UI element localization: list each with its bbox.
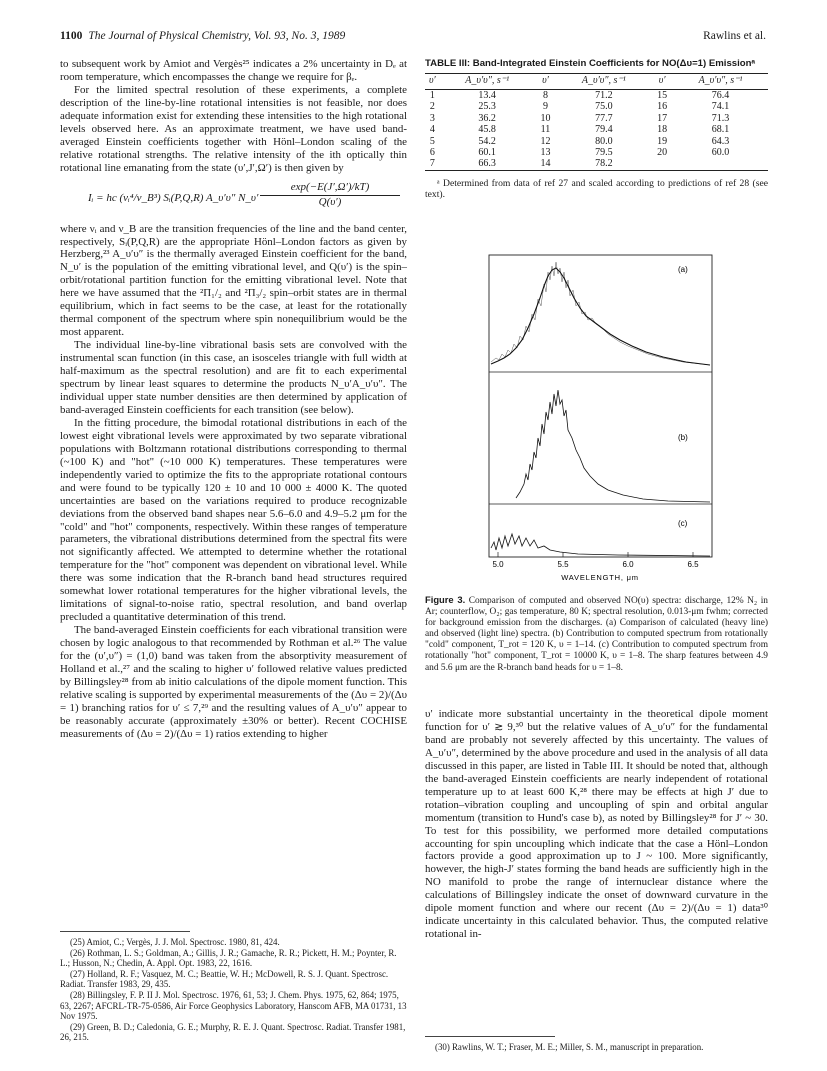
table-row [425,124,768,135]
x-tick-label: 6.0 [622,560,634,569]
spectrum-c-hot [491,534,710,556]
table-header-row [425,74,768,90]
left-column [60,58,407,741]
spectrum-b-cold [516,390,710,502]
paragraph: where νᵢ and ν_B are the transition frequencies of the line and the band center, respectively, Sᵢ(P,Q,R) are the appropriate Hönl–London factors as given by Herzberg,²³ A_υ′υ″ is the thermally averaged Einstein coefficient for the band, N_υ′ is the population of the emitting vibrational level, and Q(υ′) is the spin–orbit/rotational partition function for the emitting vibrational level. Note that here we have assumed that the ²Π₁/₂ and ²Π₃/₂ spin–orbit states are in thermal equilibrium, which in fact seems to be the case, at least for the rotationally thermal component of the spectrum where spin nonequilibrium would be the most apparent. [60,222,407,339]
paragraph: For the limited spectral resolution of these experiments, a complete description of the line-by-line rotational intensities is not feasible, nor does adequate information exist for extending these intensities to the high rotational levels observed here. As an approximate treatment, we have used band-averaged Einstein coefficients together with Hönl–London scaling of the relative rotational strengths. The relative intensity of the ith optically thin rotational line emanating from the state (υ′,J′,Ω′) is then given by [60,83,407,174]
table-cell: 25.3 [478,101,496,113]
table-row [425,158,768,170]
spectra-plot [488,254,713,584]
footnote-rule-right [425,1036,555,1037]
table-cell: 78.2 [556,158,651,170]
table-header: υ′ [651,74,673,90]
spectrum-a-calculated [491,268,710,365]
table-cell: 66.3 [440,158,535,170]
x-tick-label: 5.5 [557,560,569,569]
reference: (27) Holland, R. F.; Vasquez, M. C.; Beattie, W. H.; McDowell, R. S. J. Quant. Spectrosc. Radiat. Transfer 1983, 29, 435. [60,968,389,990]
table-cell: 80.0 [595,135,613,147]
header-left [60,30,345,42]
reference: (26) Rothman, L. S.; Goldman, A.; Gillis, J. R.; Gamache, R. R.; Pickett, H. M.; Poynter, R. L.; Husson, N.; Chedin, A. Appl. Opt. 1983, 22, 1616. [60,947,397,969]
reference: (28) Billingsley, F. P. II J. Mol. Spectrosc. 1976, 61, 53; J. Chem. Phys. 1975, 62, 864; 1975, 63, 2267; AFCRL-TR-75-0586, Air Force Geophysics Laboratory, Hanscom AFB, MA 01731, 13 Nov 1975. [60,989,407,1022]
reference: (29) Green, B. D.; Caledonia, G. E.; Murphy, R. E. J. Quant. Spectrosc. Radiat. Transfer 1981, 26, 215. [60,1021,406,1043]
panel-b-label: (b) [678,433,688,442]
journal-citation: The Journal of Physical Chemistry, Vol. 93, No. 3, 1989 [88,30,346,42]
table-cell: 8 [542,89,548,101]
right-column-top [425,58,768,201]
table-cell: 15 [657,89,668,101]
table-cell: 79.5 [595,146,613,158]
running-header [60,30,766,46]
table-cell: 71.3 [711,112,730,124]
table-cell: 7 [425,158,440,170]
table-cell: 76.4 [711,89,730,101]
equation-numerator: exp(−E(J′,Ω′)/kT) [260,181,400,196]
table-cell: 9 [542,101,548,113]
table-header: A_υ′υ″, s⁻¹ [440,74,535,90]
table-cell: 18 [657,124,668,136]
equation-denominator: Q(υ′) [318,195,342,208]
plot-frame [489,255,712,557]
table-cell: 13.4 [478,89,496,101]
x-tick-label: 6.5 [687,560,699,569]
table-cell: 60.0 [711,146,730,158]
paragraph: The band-averaged Einstein coefficients for each vibrational transition were chosen by logic analogous to that recommended by Rothman et al.²⁶ The value for the (υ′,υ″) = (1,0) band was taken from the absorptivity measurement of Holland et al.,²⁷ and the scaling to higher υ′ followed relative values predicted by Billingsley²⁸ from ab initio calculations of the dipole moment function. This relative scaling is supported by experimental measurements of the (Δυ = 2)/(Δυ = 1) branching ratios for υ′ ≤ 7,²⁹ and the resulting values of A_υ′υ″ appear to be reasonably accurate (approximately ±30% or better). Recent COCHISE measurements of (Δυ = 2)/(Δυ = 1) ratios extending to higher [60,624,407,740]
table-cell: 77.7 [595,112,613,124]
table-cell: 2 [429,101,435,113]
figure-caption [425,594,768,674]
references-right [425,1042,768,1053]
table-row [425,113,768,124]
paragraph: to subsequent work by Amiot and Vergès²⁵ indicates a 2% uncertainty in Dₑ at room temperature, which encompasses the change we require for βₑ. [60,58,407,83]
table-cell: 14 [535,158,557,170]
einstein-coefficient-table [425,73,768,171]
table-row [425,101,768,112]
x-tick-label: 5.0 [492,560,504,569]
table-cell: 12 [540,135,551,147]
table-cell: 4 [429,124,435,136]
panel-c-label: (c) [678,519,688,528]
table-cell: 68.1 [711,124,730,136]
paragraph: υ′ indicate more substantial uncertainty in the theoretical dipole moment function for υ′ ≳ 9,³⁰ but the relative values of A_υ′υ″ for the fundamental band are probably not severely affected by this uncertainty. The values of A_υ′υ″, determined by the above procedure and used in the analysis of all data discussed in this paper, are listed in Table III. It should be noted that, although the band-averaged Einstein coefficients are nearly independent of rotational temperature up to at least 600 K,²⁸ there may be effects at high J′ due to rotation–vibration coupling and uncoupling of spin and orbital angular momentum (transition to Hund's case b), as noted by Billingsley²⁸ for J′ ~ 30. To test for this possibility, we performed more detailed computations accounting for spin uncoupling which indicate that the case a Hönl–London factors provide a good approximation up to J ~ 100. More significantly, however, the high-J′ states forming the band heads are sufficiently high in the NO manifold to probe the range of internuclear distance where the calculations of Billingsley indicate the onset of downward curvature in the dipole moment function and where our recent (Δυ = 2)/(Δυ = 1) data³⁰ indicate uncertainty in this calculated behavior. Thus, the computed relative rotational in- [425,708,768,941]
table-cell: 71.2 [595,89,613,101]
table-cell: 1 [429,89,435,101]
footnote-rule-left [60,931,190,932]
right-column-body [425,708,768,941]
figure-3 [488,254,713,584]
table-cell: 11 [540,124,551,136]
page-number: 1100 [60,30,83,42]
table-header: υ′ [535,74,557,90]
table-cell [651,158,673,170]
table-cell: 6 [429,146,435,158]
spectrum-a-observed [491,262,710,365]
reference: (25) Amiot, C.; Vergès, J. J. Mol. Spectrosc. 1980, 81, 424. [70,937,280,947]
header-author: Rawlins et al. [703,30,766,42]
table-header: A_υ′υ″, s⁻¹ [673,74,768,90]
table-cell: 75.0 [595,101,613,113]
paragraph: The individual line-by-line vibrational basis sets are convolved with the instrumental scan function (in this case, an isosceles triangle with full width at half-maximum as the spectral resolution) and are fit to each experimental spectrum by linear least squares to determine the products N_υ′A_υ′υ″. The individual upper state number densities are then determined by application of band-averaged Einstein coefficients for each transition (see below). [60,339,407,416]
references-left [60,937,407,1043]
table-cell: 10 [540,112,551,124]
table-cell: 19 [657,135,668,147]
table-row [425,89,768,101]
equation-fraction [260,181,400,209]
equation-lhs: Iᵢ = hc (νᵢ⁴/ν_B³) Sᵢ(P,Q,R) A_υ′υ″ N_υ′ [88,191,259,204]
table-cell: 17 [657,112,668,124]
table-cell: 54.2 [478,135,496,147]
table-header: A_υ′υ″, s⁻¹ [556,74,651,90]
paragraph: In the fitting procedure, the bimodal rotational distributions in each of the lowest eight vibrational levels were approximated by two separate vibrational populations with Boltzmann rotational distributions corresponding to thermal (~100 K) and "hot" (~10 000 K) temperatures. These temperatures were independently varied to optimize the fits to the appropriate rotational contours and were found to be typically 120 ± 10 and 10 000 ± 4000 K. The quoted uncertainties are based on the variations required to produce recognizable deviations from the observed band shapes near 5.6–6.0 and 4.9–5.2 μm for the "cold" and "hot" components, respectively. Within these ranges of temperature parameters, the vibrational distributions determined from the spectral fits were not significantly affected. We attempted to determine whether the rotational temperature for the "hot" component was dependent on vibrational level. While there was some indication that the R-branch band head structures required somewhat lower rotational temperatures for the higher vibrational levels, the limitations of signal-to-noise ratio, spectral resolution, and band overlap precluded a quantitative determination of this trend. [60,416,407,624]
table-caption: TABLE III: Band-Integrated Einstein Coefficients for NO(Δυ=1) Emissionᵃ [425,58,756,69]
table-cell: 60.1 [478,146,496,158]
table-cell: 16 [657,101,668,113]
table-cell: 36.2 [478,112,496,124]
figure-caption-text: Comparison of computed and observed NO(υ) spectra: discharge, 12% N₂ in Ar; counterflow, O₂; gas temperature, 80 K; spectral resolution, 0.013-μm fwhm; corrected for background emission from the discharges. (a) Comparison of calculated (heavy line) and observed (light line) spectra. (b) Contribution to computed spectrum from rotationally "cold" component, T_rot = 120 K, υ = 1–14. (c) Contribution to computed spectrum from rotationally "hot" component, T_rot = 10000 K, υ = 1–8. The sharp features between 4.9 and 5.6 μm are the R-branch band heads for υ = 1–8. [425,596,768,673]
table-cell: 64.3 [711,135,730,147]
x-axis-label: WAVELENGTH, μm [561,573,639,582]
table-cell: 45.8 [478,124,496,136]
reference: (30) Rawlins, W. T.; Fraser, M. E.; Miller, S. M., manuscript in preparation. [435,1042,704,1052]
table-row [425,147,768,158]
table-cell: 5 [429,135,435,147]
table-row [425,136,768,147]
table-cell [673,158,768,170]
table-footnote: ᵃ Determined from data of ref 27 and scaled according to predictions of ref 28 (see text). [425,177,768,201]
table-cell: 13 [540,146,551,158]
table-header: υ′ [425,74,440,90]
figure-caption-label: Figure 3. [425,594,466,605]
intensity-equation [60,181,407,215]
table-cell: 79.4 [595,124,613,136]
table-cell: 3 [429,112,435,124]
table-cell: 74.1 [711,101,730,113]
table-cell: 20 [657,146,668,158]
panel-a-label: (a) [678,265,688,274]
